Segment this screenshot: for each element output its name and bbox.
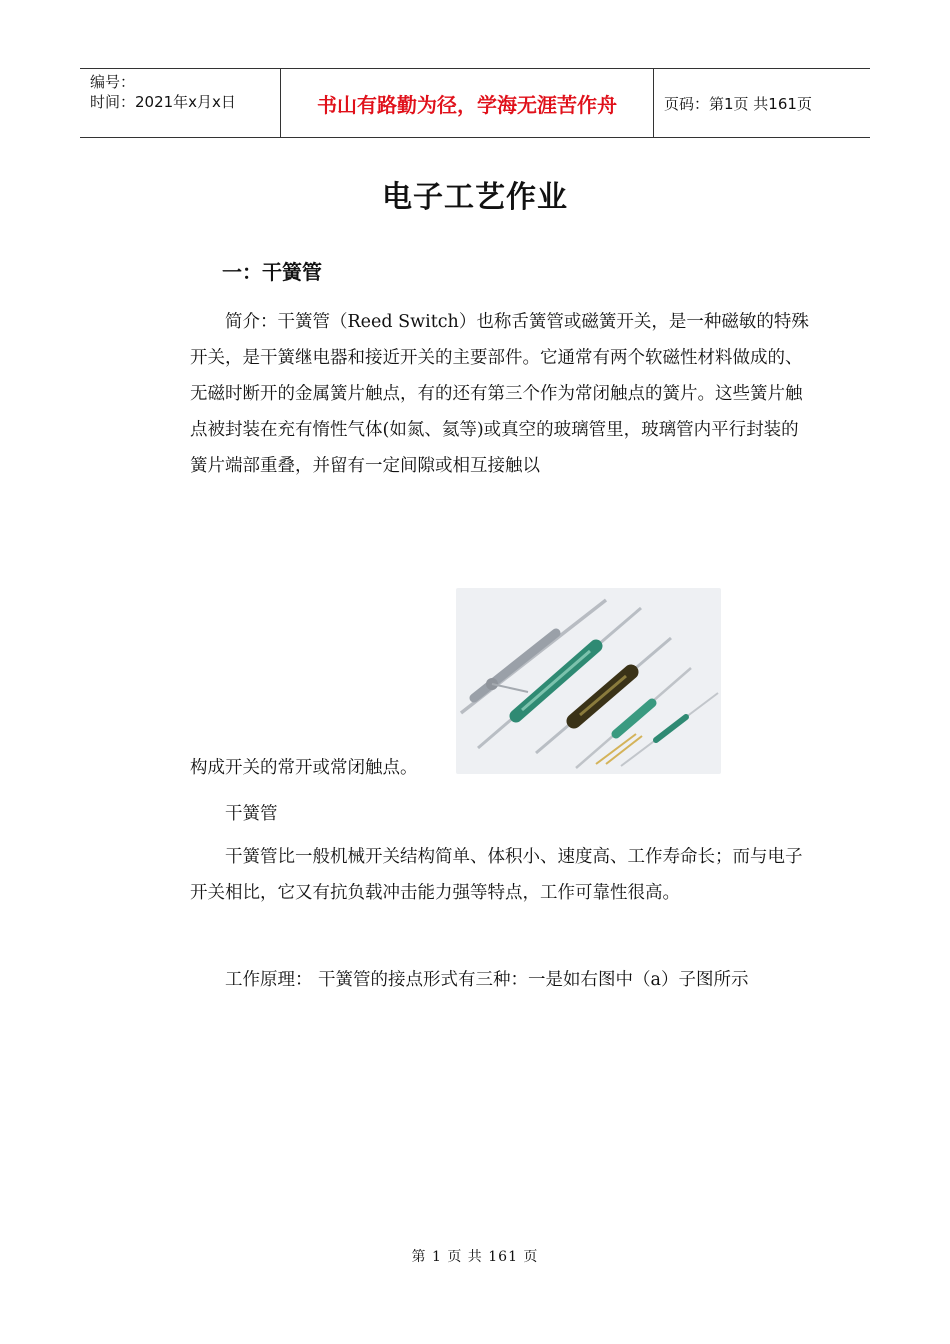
intro-continuation: 构成开关的常开或常闭触点。 xyxy=(190,758,418,778)
comparison-paragraph: 干簧管比一般机械开关结构简单、体积小、速度高、工作寿命长；而与电子开关相比，它又有抗负载冲击能力强等特点，工作可靠性很高。 xyxy=(190,847,803,903)
reed-switch-photo xyxy=(456,588,721,774)
document-time-label: 时间：2021年x月x日 xyxy=(90,93,236,111)
intro-paragraph: 简介：干簧管（Reed Switch）也称舌簧管或磁簧开关，是一种磁敏的特殊开关，是干簧继电器和接近开关的主要部件。它通常有两个软磁性材料做成的、无磁时断开的金属簧片触点，有的还有第三个作为常闭触点的簧片。这些簧片触点被封装在充有惰性气体(如氮、氦等)或真空的玻璃管里，玻璃管内平行封装的簧片端部重叠，并留有一定间隙或相互接触以 xyxy=(190,312,809,476)
section-heading-reed-switch: 一：干簧管 xyxy=(222,260,322,284)
photo-caption: 干簧管 xyxy=(225,804,278,824)
page-footer: 第 1 页 共 161 页 xyxy=(411,1249,539,1265)
header-table xyxy=(80,68,870,138)
header-meta xyxy=(80,69,281,137)
reed-switch-illustration xyxy=(456,588,721,774)
document-number-label: 编号： xyxy=(90,73,136,91)
working-principle-paragraph: 工作原理： 干簧管的接点形式有三种：一是如右图中（a）子图所示 xyxy=(225,970,749,990)
header-motto: 书山有路勤为径，学海无涯苦作舟 xyxy=(281,69,654,137)
header-page-info: 页码：第1页 共161页 xyxy=(664,94,812,113)
document-title: 电子工艺作业 xyxy=(382,180,568,215)
